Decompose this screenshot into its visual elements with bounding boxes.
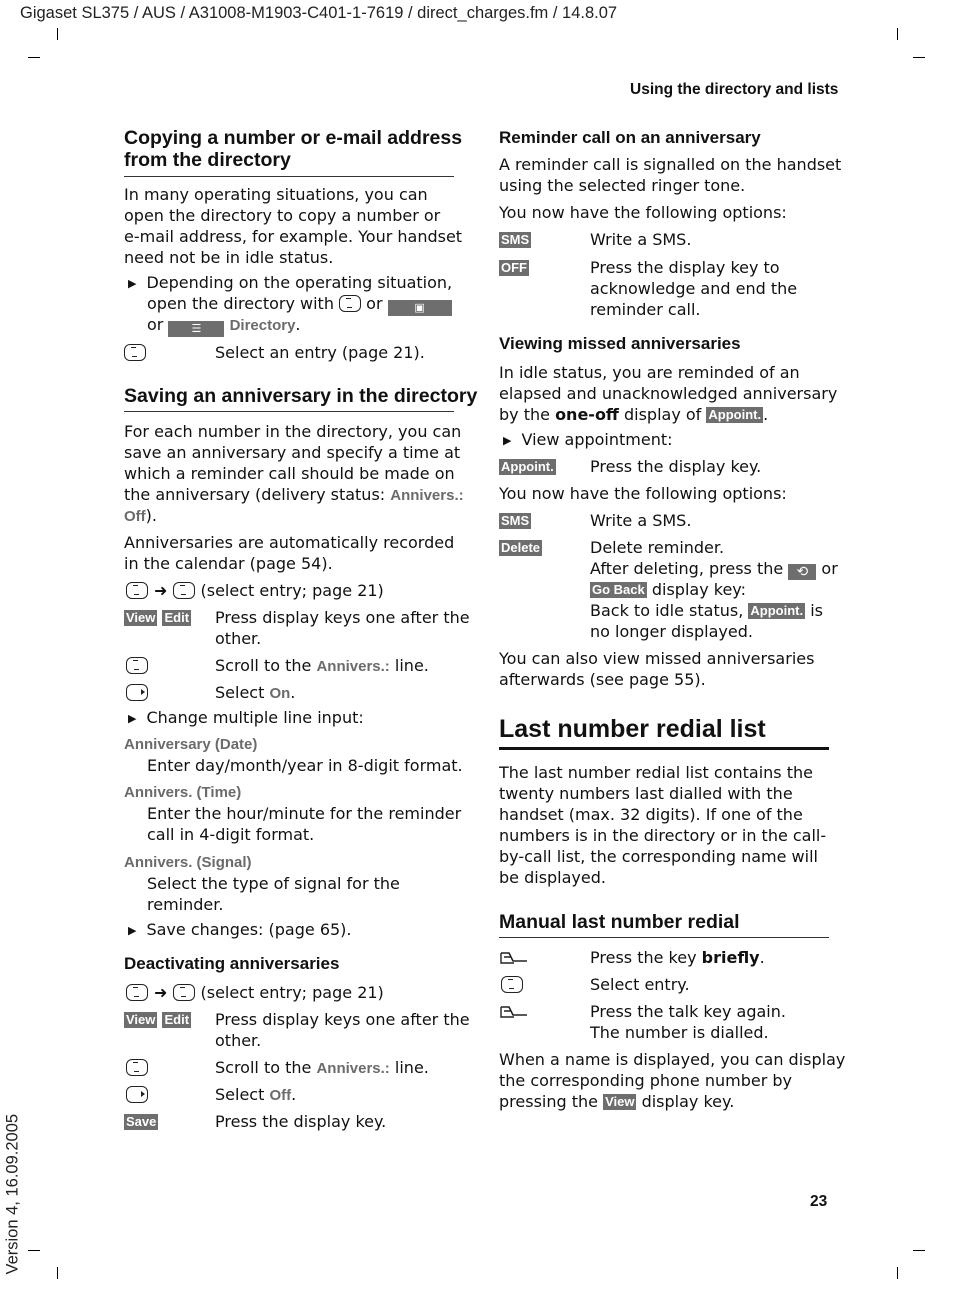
step-text: Select On.: [215, 683, 296, 702]
step-text: Delete reminder.: [590, 538, 725, 557]
edit-key: Edit: [164, 1012, 190, 1027]
annivers-label: Annivers.:: [316, 1060, 390, 1077]
step-text: [215, 655, 429, 677]
step-row: [126, 655, 148, 676]
subsection-title-deactivating: Deactivating anniversaries: [124, 954, 340, 973]
off-key: OFF: [501, 260, 527, 275]
step-text: no longer displayed.: [590, 622, 753, 641]
control-key-updown-icon: [124, 344, 146, 361]
text-span: display key:: [651, 580, 746, 599]
step-row: [126, 580, 384, 601]
paragraph-line: afterwards (see page 55).: [499, 670, 706, 689]
step-text: Press display keys one after the: [215, 608, 470, 627]
text-span: Press the key: [590, 948, 697, 967]
document-id-header: Gigaset SL375 / AUS / A31008-M1903-C401-1-7619 / direct_charges.fm / 14.8.07: [20, 4, 618, 22]
control-key-down-icon: [173, 984, 195, 1001]
text-span: ).: [145, 506, 157, 525]
section-rule: [124, 176, 454, 177]
bullet-arrow-icon: ▶: [128, 277, 137, 290]
paragraph-line: A reminder call is signalled on the handset: [499, 155, 842, 174]
paragraph-line: For each number in the directory, you can: [124, 422, 462, 441]
control-key-down-icon: [339, 295, 361, 312]
step-text: Press the display key to: [590, 258, 780, 277]
paragraph-line: In many operating situations, you can: [124, 185, 428, 204]
bullet-item: [128, 707, 364, 730]
step-text: Press the talk key again.: [590, 1002, 786, 1021]
section-rule: [124, 411, 454, 412]
crop-mark: [897, 1267, 898, 1279]
or-text: or: [821, 559, 838, 578]
section-title-copying-line2: from the directory: [124, 149, 291, 171]
text-span: Select: [215, 1085, 265, 1104]
step-text: other.: [215, 629, 262, 648]
bullet-continuation: [147, 314, 301, 337]
off-label: Off: [269, 1087, 292, 1104]
annivers-label: Annivers.:: [390, 487, 464, 504]
bullet-arrow-icon: ▶: [503, 434, 512, 447]
appoint-key: Appoint.: [708, 407, 762, 422]
text-span: line.: [394, 1058, 429, 1077]
control-key-right-icon: [126, 684, 148, 701]
step-text: [590, 600, 823, 621]
sms-key: SMS: [501, 513, 530, 528]
paragraph-line: [499, 1091, 734, 1112]
text-span: the anniversary (delivery status:: [124, 485, 391, 504]
appoint-key: Appoint.: [501, 459, 554, 474]
control-key-down-icon: [126, 984, 148, 1001]
step-keys: [124, 1009, 191, 1030]
step-text: Press the display key.: [215, 1112, 387, 1131]
crop-mark: [28, 1250, 40, 1251]
step-keys: [499, 456, 556, 477]
bullet-text: Change multiple line input:: [146, 708, 364, 727]
step-text: Press display keys one after the: [215, 1010, 470, 1029]
appoint-key: Appoint.: [750, 603, 804, 618]
field-label: Annivers. (Signal): [124, 854, 252, 871]
step-text: Select entry.: [590, 975, 690, 994]
step-text: The number is dialled.: [590, 1023, 769, 1042]
control-key-down-icon: [126, 1059, 148, 1076]
step-text: [590, 947, 765, 968]
step-keys: [499, 229, 531, 250]
crop-mark: [57, 1267, 58, 1279]
step-text: acknowledge and end the: [590, 279, 798, 298]
arrow-icon: ➜: [154, 983, 168, 1002]
text-span: Scroll to the: [215, 1058, 312, 1077]
paragraph-line: by-call list, the corresponding name will: [499, 847, 818, 866]
bullet-text: Save changes: (page 65).: [146, 920, 352, 939]
text-span: Select: [215, 683, 265, 702]
bullet-text: Depending on the operating situation,: [146, 273, 453, 292]
save-key: Save: [126, 1114, 157, 1129]
section-title-saving: Saving an anniversary in the directory: [124, 385, 478, 407]
delete-key: Delete: [501, 540, 541, 555]
paragraph-line: You now have the following options:: [499, 203, 787, 222]
bullet-arrow-icon: ▶: [128, 924, 137, 937]
step-text: [215, 1057, 429, 1079]
control-key-down-icon: [501, 976, 523, 993]
paragraph-line: the corresponding phone number by: [499, 1071, 793, 1090]
paragraph-line: numbers is in the directory or in the call-: [499, 826, 827, 845]
view-key: View: [126, 610, 156, 625]
field-text: Select the type of signal for the: [147, 874, 400, 893]
subsection-title-reminder: Reminder call on an anniversary: [499, 128, 761, 147]
bullet-continuation: [147, 293, 452, 316]
go-back-key: Go Back: [592, 582, 645, 597]
step-row: [126, 682, 148, 703]
paragraph-line: handset (max. 32 digits). If one of the: [499, 805, 803, 824]
paragraph-line: open the directory to copy a number or: [124, 206, 441, 225]
paragraph-line: [499, 404, 768, 425]
step-text: (select entry; page 21): [200, 581, 384, 600]
step-text: (select entry; page 21): [200, 983, 384, 1002]
step-text: [590, 579, 746, 600]
step-keys: [124, 1111, 158, 1132]
control-key-down-icon: [126, 657, 148, 674]
paragraph-line: e-mail address, for example. Your handset: [124, 227, 463, 246]
sms-key: SMS: [501, 232, 530, 247]
step-text: Press the display key.: [590, 457, 762, 476]
text-span: Back to idle status,: [590, 601, 744, 620]
crop-mark: [913, 1250, 925, 1251]
subsection-title-missed: Viewing missed anniversaries: [499, 334, 741, 353]
section-rule: [499, 937, 829, 938]
crop-mark: [913, 57, 925, 58]
paragraph-line: need not be in idle status.: [124, 248, 334, 267]
briefly-text: briefly: [701, 948, 760, 967]
paragraph-line: which a reminder call should be made on: [124, 464, 455, 483]
paragraph-line: You now have the following options:: [499, 484, 787, 503]
view-key: View: [126, 1012, 156, 1027]
crop-mark: [28, 57, 40, 58]
step-text: other.: [215, 1031, 262, 1050]
field-text: call in 4-digit format.: [147, 825, 315, 844]
back-arrow-key-icon: ⟲: [788, 564, 816, 580]
step-row: [126, 1057, 148, 1078]
period: .: [759, 948, 765, 967]
bullet-arrow-icon: ▶: [128, 712, 137, 725]
text-span: pressing the: [499, 1092, 598, 1111]
paragraph-line: In idle status, you are reminded of an: [499, 363, 800, 382]
directory-key-icon: ▣: [388, 300, 452, 316]
paragraph-line: Anniversaries are automatically recorded: [124, 533, 455, 552]
step-text: Select an entry (page 21).: [215, 343, 425, 362]
running-head: Using the directory and lists: [630, 81, 839, 98]
bullet-item: [128, 919, 352, 942]
paragraph-line: [124, 505, 157, 527]
section-title-copying: Copying a number or e-mail address: [124, 127, 463, 149]
text-span: by the: [499, 405, 550, 424]
paragraph-line: elapsed and unacknowledged anniversary: [499, 384, 838, 403]
directory-menu-label: Directory: [229, 317, 296, 334]
section-title-manual-redial: Manual last number redial: [499, 911, 740, 933]
paragraph-line: save an anniversary and specify a time at: [124, 443, 461, 462]
talk-key-icon: [500, 951, 528, 965]
step-text: Write a SMS.: [590, 511, 692, 530]
control-key-down-icon: [126, 582, 148, 599]
text-span: display of: [623, 405, 702, 424]
text-span: line.: [394, 656, 429, 675]
or-text: or: [147, 315, 164, 334]
or-text: or: [366, 294, 383, 313]
annivers-label: Annivers.:: [316, 658, 390, 675]
control-key-right-icon: [126, 1086, 148, 1103]
bullet-item: [128, 272, 452, 295]
step-text: [590, 558, 838, 580]
period: .: [763, 405, 769, 424]
paragraph-line: When a name is displayed, you can display: [499, 1050, 846, 1069]
step-keys: [124, 607, 191, 628]
bullet-text: View appointment:: [521, 430, 673, 449]
field-text: Enter the hour/minute for the reminder: [147, 804, 462, 823]
field-label: Annivers. (Time): [124, 784, 242, 801]
bullet-text: open the directory with: [147, 294, 334, 313]
step-text: Select Off.: [215, 1085, 297, 1104]
paragraph-line: The last number redial list contains the: [499, 763, 813, 782]
one-off-text: one-off: [555, 405, 619, 424]
page-number: 23: [810, 1193, 828, 1210]
step-row: [126, 982, 384, 1003]
step-text: reminder call.: [590, 300, 701, 319]
step-keys: [499, 257, 529, 278]
field-label: Anniversary (Date): [124, 736, 258, 753]
step-row: [500, 1001, 528, 1022]
field-text: reminder.: [147, 895, 224, 914]
chapter-rule: [499, 747, 829, 750]
text-span: display key.: [641, 1092, 735, 1111]
period: .: [295, 315, 301, 334]
paragraph-line: You can also view missed anniversaries: [499, 649, 815, 668]
on-label: On: [269, 685, 291, 702]
step-keys: [499, 537, 542, 558]
crop-mark: [57, 28, 58, 40]
step-row: [500, 947, 528, 968]
step-row: [501, 974, 523, 995]
paragraph-line: be displayed.: [499, 868, 606, 887]
edit-key: Edit: [164, 610, 190, 625]
control-key-down-icon: [173, 582, 195, 599]
menu-key-icon: ☰: [168, 321, 224, 337]
view-key: View: [605, 1094, 635, 1109]
text-span: Scroll to the: [215, 656, 312, 675]
chapter-title-redial: Last number redial list: [499, 715, 766, 743]
text-span: After deleting, press the: [590, 559, 784, 578]
off-label: Off: [124, 508, 146, 525]
text-span: is: [810, 601, 823, 620]
step-row: [126, 1084, 148, 1105]
version-stamp: Version 4, 16.09.2005: [3, 1113, 22, 1275]
field-text: Enter day/month/year in 8-digit format.: [147, 756, 463, 775]
talk-key-icon: [500, 1005, 528, 1019]
paragraph-line: [124, 484, 464, 506]
crop-mark: [897, 28, 898, 40]
step-row: [124, 342, 146, 363]
step-text: Write a SMS.: [590, 230, 692, 249]
paragraph-line: in the calendar (page 54).: [124, 554, 333, 573]
bullet-item: [503, 429, 673, 452]
arrow-icon: ➜: [154, 581, 168, 600]
paragraph-line: using the selected ringer tone.: [499, 176, 746, 195]
paragraph-line: twenty numbers last dialled with the: [499, 784, 793, 803]
step-keys: [499, 510, 531, 531]
